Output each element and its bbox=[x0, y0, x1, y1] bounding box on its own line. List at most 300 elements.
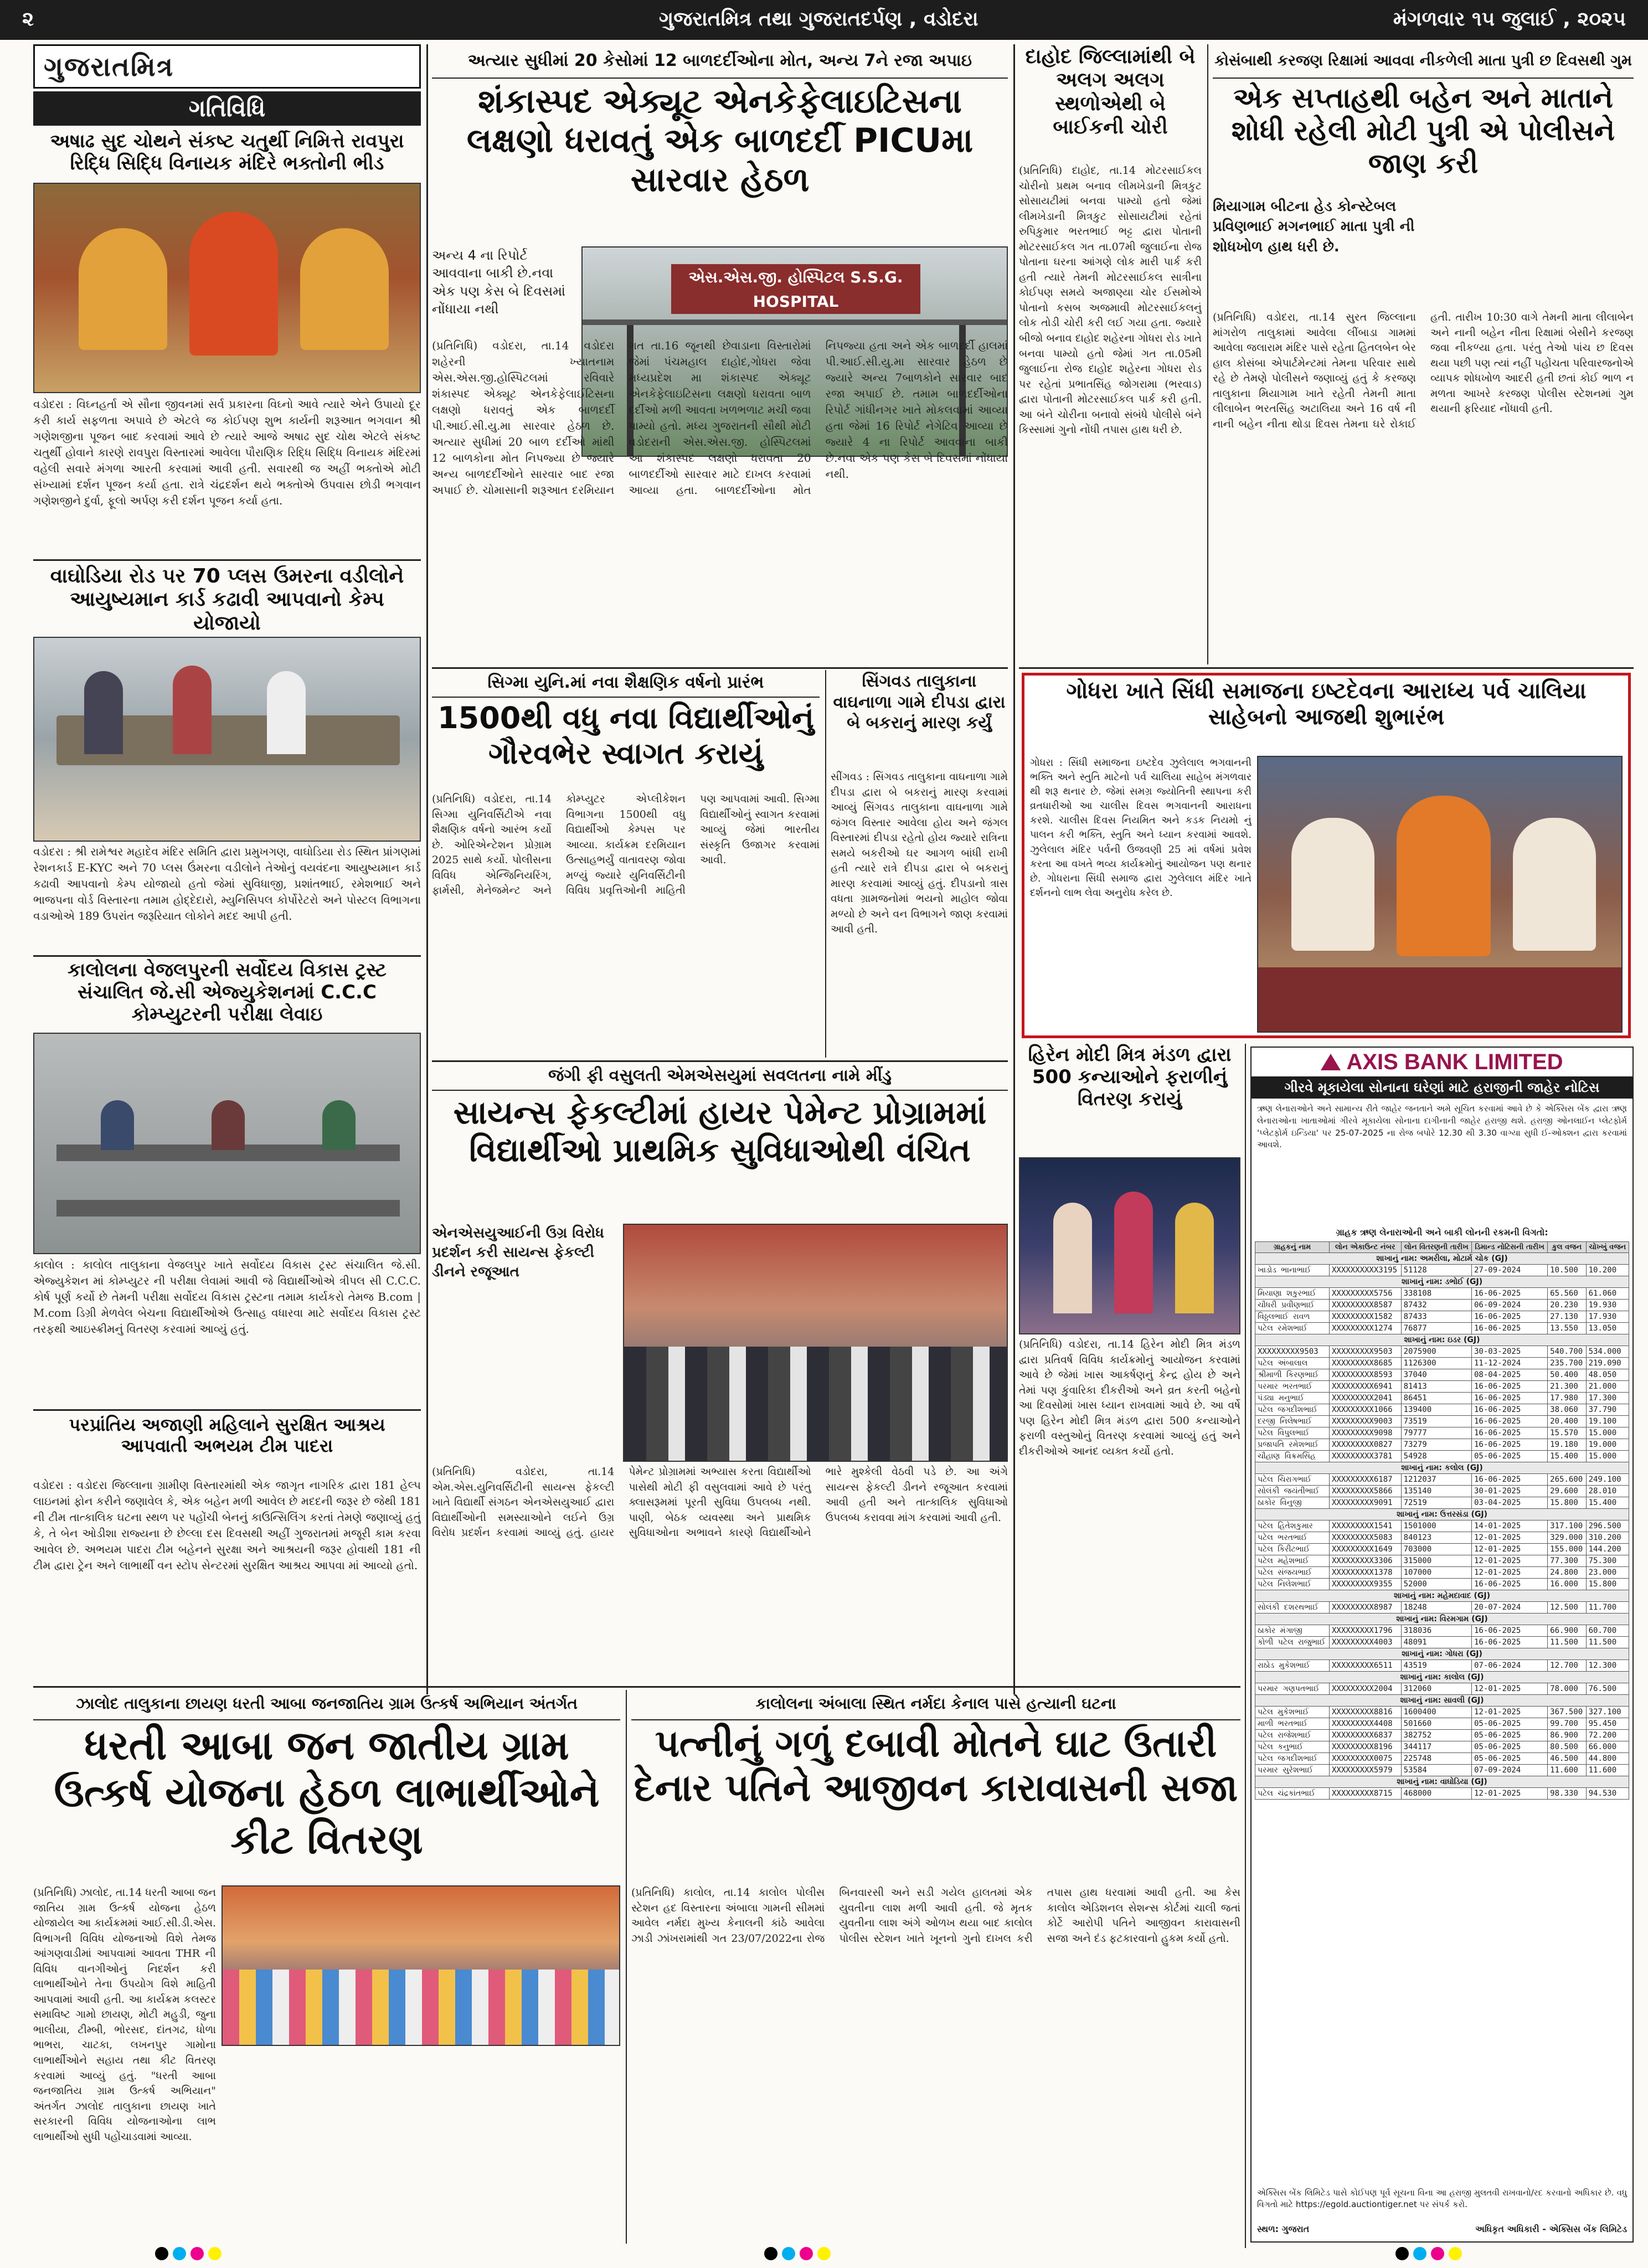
table-row bbox=[1255, 1579, 1629, 1590]
headline: 1500થી વધુ નવા વિદ્યાર્થીઓનું ગૌરવભેર સ્વાગત કરાયું bbox=[437, 700, 814, 771]
table-cell: XXXXXXXXX8685 bbox=[1330, 1358, 1402, 1369]
table-cell: 11.500 bbox=[1586, 1637, 1629, 1648]
table-cell: 05-06-2025 bbox=[1472, 1741, 1548, 1753]
table-cell: 15.800 bbox=[1586, 1579, 1629, 1590]
table-cell: કોળી પટેલ રાજુભાઈ bbox=[1255, 1637, 1330, 1648]
table-cell: 219.090 bbox=[1586, 1358, 1629, 1369]
table-cell: પ્રજાપતિ રમેશભાઈ bbox=[1255, 1439, 1330, 1451]
table-row bbox=[1255, 1602, 1629, 1614]
table-cell: 12-01-2025 bbox=[1472, 1532, 1548, 1544]
table-cell: 66.000 bbox=[1586, 1741, 1629, 1753]
table-cell: ઠાકોર મંગાજી bbox=[1255, 1625, 1330, 1637]
table-cell: 60.700 bbox=[1586, 1625, 1629, 1637]
headline: કાલોલના વેજલપુરની સર્વોદય વિકાસ ટ્રસ્ટ સંચાલિત જે.સી એજ્યુકેશનમાં C.C.C કોમ્પ્યુટરની પરીક્ષા લેવાઇ bbox=[68, 959, 387, 1026]
branch-row bbox=[1255, 1334, 1629, 1346]
table-cell: ચૌહાણ વિક્રમસિંહ bbox=[1255, 1451, 1330, 1462]
masthead-bar bbox=[0, 0, 1648, 40]
table-cell: XXXXXXXXXX3195 bbox=[1330, 1265, 1402, 1276]
table-cell: XXXXXXXXX3306 bbox=[1330, 1555, 1402, 1567]
story-leopard-body: સીંગવડ : સિંગવડ તાલુકાના વાઘનાળા ગામે દીપડા દ્વારા બે બકરાનું મારણ કરવામાં આવ્યું સિંગવડ તાલુકાના વાઘનાળા ગામે જંગલ વિસ્તાર આવેલા હોય અને જંગલ વિસ્તારમાં દીપડા રહેતો હોય જ્યારે રાત્રિના સમયે બકરીઓ ઘર આગળ બાંધી રાખી હતી ત્યારે રાત્રે દીપડા દ્વારા બે બકરાનું મારણ કરવામાં આવ્યું હતું. દીપડાનો ત્રાસ વધતા ગ્રામજનોમાં ભયનો માહોલ જોવા મળ્યો છે અને વન વિભાગને જાણ કરવામાં આવી હતી. bbox=[831, 771, 1008, 936]
issue-date: મંગળવાર ૧૫ જુલાઈ , ૨૦૨૫ bbox=[1393, 8, 1626, 30]
story-ganesh-body: વડોદરા : વિઘ્નહર્તા એ સૌના જીવનમાં સર્વ પ્રકારના વિઘ્નો આવે ત્યારે એને ઉપાયો દૂર કરી કાર્ય સફળતા અપાવે છે એટલે જ કોઈપણ શુભ કાર્યની શરૂઆત ભગવાન શ્રી ગણેશજીના પૂજન બાદ કરવામાં આવે છે ત્યારે આજે અષાઢ સુદ ચોથ એટલે સંકષ્ટ ચતુર્થી હોવાને કારણે રાવપુરા વિસ્તારમાં આવેલા પૌરાણિક રિદ્ધિ સિદ્ધિ વિનાયક મંદિરમાં વહેલી સવારે મંગળા આરતી કરવામાં આવી હતી. સવારથી જ અહીં ભક્તોએ મોટી સંખ્યામાં દર્શન પૂજન કર્યા હતા. રાત્રે ચંદ્રદર્શન થયે ભક્તોએ ઉપવાસ છોડી ભગવાન ગણેશજીને દુર્વા, ફૂલો અર્પણ કરી દર્શન પૂજન કર્યા હતા. bbox=[33, 398, 421, 507]
table-cell: 13.050 bbox=[1586, 1323, 1629, 1334]
table-cell: 21.000 bbox=[1586, 1381, 1629, 1393]
table-cell: 30-01-2025 bbox=[1472, 1486, 1548, 1497]
table-cell: 28.010 bbox=[1586, 1486, 1629, 1497]
table-cell: પરમાર ગણપતભાઈ bbox=[1255, 1683, 1330, 1695]
table-cell: 77.300 bbox=[1548, 1555, 1586, 1567]
branch-name: શાખાનું નામ: કલોલ (GJ) bbox=[1255, 1462, 1629, 1474]
table-cell: 27-09-2024 bbox=[1472, 1265, 1548, 1276]
table-cell: 17.300 bbox=[1586, 1393, 1629, 1404]
logo-text: ગુજરાતમિત્ર bbox=[44, 51, 174, 83]
table-cell: XXXXXXXXX6511 bbox=[1330, 1660, 1402, 1672]
table-cell: 78.000 bbox=[1548, 1683, 1586, 1695]
table-row bbox=[1255, 1730, 1629, 1741]
branch-row bbox=[1255, 1672, 1629, 1683]
table-cell: પટેલ રમેશભાઈ bbox=[1255, 1323, 1330, 1334]
table-cell: દરજી નિલેષભાઈ bbox=[1255, 1416, 1330, 1427]
table-cell: 81413 bbox=[1401, 1381, 1471, 1393]
table-cell: 16.000 bbox=[1548, 1579, 1586, 1590]
axis-ad-table-wrap bbox=[1252, 1239, 1632, 2147]
table-cell: 19.100 bbox=[1586, 1416, 1629, 1427]
table-header: ચોખ્ખું વજન bbox=[1586, 1242, 1629, 1253]
story-bike-theft bbox=[1019, 45, 1202, 162]
table-cell: XXXXXXXXX1274 bbox=[1330, 1323, 1402, 1334]
story-jhulelal-body: ગોધરા : સિંધી સમાજના ઇષ્ટદેવ ઝુલેલાલ ભગવાનની ભક્તિ અને સ્તુતિ માટેનો પર્વ ચાલિયા સાહેબ મંગળવાર થી શરૂ થનાર છે. જેમાં સમગ્ર જ્યોતિની સ્થાપના કરી વ્રતધારીઓ આ ચાલીસ દિવસ ભગવાનની આરાધના કરશે. ચાલીસ દિવસ નિયમિત અને કડક નિયમો નું પાલન કરી ભક્તિ, સ્તુતિ અને ધ્યાન કરવામાં આવશે. ઝુલેલાલ મંદિર પર્વની ઉજવણી 25 માં વર્ષમાં પ્રવેશ કરતા આ વખતે ભવ્ય કાર્યક્રમોનું આયોજન પણ થનાર છે. ગોધરાના સિંધી સમાજ દ્વારા ઝુલેલાલ મંદિર ખાતે દર્શનનો લાભ લેવા અનુરોધ કરેલ છે. bbox=[1030, 757, 1252, 899]
table-cell: 155.000 bbox=[1548, 1544, 1586, 1555]
table-row bbox=[1255, 1765, 1629, 1776]
story-murder-kicker: કાલોલના અંબાલા સ્થિત નર્મદા કેનાલ પાસે હત્યાની ઘટના bbox=[631, 1690, 1240, 1720]
table-cell: 235.700 bbox=[1548, 1358, 1586, 1369]
table-cell: 317.100 bbox=[1548, 1520, 1586, 1532]
story-dharti-kicker: ઝાલોદ તાલુકાના છાયણ ધરતી આબા જનજાતિય ગ્રામ ઉત્કર્ષ અભિયાન અંતર્ગત bbox=[33, 1690, 620, 1720]
table-cell: 48.050 bbox=[1586, 1369, 1629, 1381]
table-cell: 79777 bbox=[1401, 1427, 1471, 1439]
table-cell: 15.000 bbox=[1586, 1451, 1629, 1462]
table-cell: પટેલ મહેશભાઈ bbox=[1255, 1555, 1330, 1567]
table-cell: 11.600 bbox=[1548, 1765, 1586, 1776]
registration-marks-left bbox=[155, 2247, 222, 2260]
temple-photo bbox=[33, 183, 421, 393]
table-row bbox=[1255, 1300, 1629, 1311]
story-missing-body: (પ્રતિનિધિ) વડોદરા, તા.14 સુરત જિલ્લાના માંગરોળ તાલુકામાં આવેલા લીંબાડા ગામમાં આવેલા જલારામ મંદિર પાસે રહેતા હિતલબેન બેર હાલ કોસંબા એપાર્ટમેન્ટમાં તેમના પરિવાર સાથે રહે છે તેમણે પોલીસને જણાવ્યું હતું કે કરજણ તાલુકાના મિયાગામ ખાતે રહેતી તેમની માતા લીલાબેન ભરતસિંહ અટાલિયા અને 16 વર્ષ ની નાની બહેન નીતા થોડા દિવસ તેમના ઘરે રોકાઈ હતી. તારીખ 10:30 વાગે તેમની માતા લીલાબેન અને નાની બહેન નીતા રિક્ષામાં બેસીને કરજણ જવા નીકળ્યા હતા. પરંતુ તેઓ પાંચ છ દિવસ થયા પછી પણ ત્યાં નહીં પહોંચતા પરિવારજનોએ વ્યાપક શોધખોળ આદરી હતી છતાં કોઈ ભાળ ન મળતા આખરે કરજણ પોલીસ સ્ટેશનમાં ગુમ થયાની ફરિયાદ નોંધાવી હતી. bbox=[1213, 311, 1634, 430]
branch-name: શાખાનું નામ: અમરીલા, મોટાર્મ ચોક (GJ) bbox=[1255, 1253, 1629, 1265]
table-cell: 08-04-2025 bbox=[1472, 1369, 1548, 1381]
table-row bbox=[1255, 1358, 1629, 1369]
table-row bbox=[1255, 1718, 1629, 1730]
table-cell: XXXXXXXXX0075 bbox=[1330, 1753, 1402, 1765]
table-cell: 13.550 bbox=[1548, 1323, 1586, 1334]
table-cell: 72519 bbox=[1401, 1497, 1471, 1509]
section-label: ગતિવિધિ bbox=[33, 91, 421, 126]
table-cell: 19.000 bbox=[1586, 1439, 1629, 1451]
table-cell: 99.700 bbox=[1548, 1718, 1586, 1730]
table-cell: XXXXXXXXX9091 bbox=[1330, 1497, 1402, 1509]
table-header: ડિમાન્ડ નોટિસની તારીખ bbox=[1472, 1242, 1548, 1253]
table-cell: 16-06-2025 bbox=[1472, 1393, 1548, 1404]
table-cell: વિઠ્ઠલભાઈ રાવળ bbox=[1255, 1311, 1330, 1323]
table-cell: 16-06-2025 bbox=[1472, 1381, 1548, 1393]
table-cell: 296.500 bbox=[1586, 1520, 1629, 1532]
table-cell: સોલંકી દશરથભાઈ bbox=[1255, 1602, 1330, 1614]
table-cell: 16-06-2025 bbox=[1472, 1288, 1548, 1300]
branch-name: શાખાનું નામ: ગોધરા (GJ) bbox=[1255, 1648, 1629, 1660]
headline: ગોધરા ખાતે સિંધી સમાજના ઇષ્ટદેવના આરાધ્ય પર્વ ચાલિયા સાહેબનો આજથી શુભારંભ bbox=[1066, 678, 1587, 730]
table-row bbox=[1255, 1544, 1629, 1555]
table-cell: 12-01-2025 bbox=[1472, 1544, 1548, 1555]
hospital-sign: એસ.એસ.જી. હોસ્પિટલ S.S.G. HOSPITAL bbox=[671, 264, 920, 314]
table-cell: XXXXXXXXX4003 bbox=[1330, 1637, 1402, 1648]
story-science-subhead: એનએસયુઆઈની ઉગ્ર વિરોધ પ્રદર્શન કરી સાયન્સ ફેકલ્ટી ડીનને રજૂઆત bbox=[432, 1225, 604, 1281]
table-cell: 05-06-2025 bbox=[1472, 1753, 1548, 1765]
table-cell: XXXXXXXXX8715 bbox=[1330, 1788, 1402, 1800]
table-cell: 16-06-2025 bbox=[1472, 1625, 1548, 1637]
table-cell: 29.600 bbox=[1548, 1486, 1586, 1497]
table-cell: પટેલ વિપુલભાઈ bbox=[1255, 1427, 1330, 1439]
table-cell: 07-06-2024 bbox=[1472, 1660, 1548, 1672]
table-cell: 07-09-2024 bbox=[1472, 1765, 1548, 1776]
table-cell: 76.500 bbox=[1586, 1683, 1629, 1695]
headline: શંકાસ્પદ એક્યૂટ એનકેફેલાઇટિસના લક્ષણો ધરાવતું એક બાળદર્દી PICUમા સારવાર હેઠળ bbox=[466, 82, 974, 199]
table-cell: 12-01-2025 bbox=[1472, 1788, 1548, 1800]
axis-ad-footer: એક્સિસ બેંક લિમિટેડ પાસે કોઈપણ પૂર્વ સૂચના વિના આ હરાજી મુલતવી રાખવાનો/રદ કરવાનો અધિકાર છે. વધુ વિગતો માટે https://egold.auctiontiger.net પર સંપર્ક કરો. bbox=[1257, 2188, 1627, 2209]
table-cell: 12-01-2025 bbox=[1472, 1683, 1548, 1695]
axis-ad-signature: અધિકૃત અધિકારી - એક્સિસ બેંક લિમિટેડ bbox=[1475, 2224, 1627, 2234]
table-cell: પટેલ ચિરાગભાઈ bbox=[1255, 1474, 1330, 1486]
table-cell: 12-01-2025 bbox=[1472, 1555, 1548, 1567]
table-cell: પટેલ જગદીશભાઈ bbox=[1255, 1404, 1330, 1416]
paper-title: ગુજરાતમિત્ર તથા ગુજરાતદર્પણ , વડોદરા bbox=[659, 8, 978, 30]
table-cell: 11.600 bbox=[1586, 1765, 1629, 1776]
table-row bbox=[1255, 1416, 1629, 1427]
table-cell: XXXXXXXXX2041 bbox=[1330, 1393, 1402, 1404]
table-cell: XXXXXXXXX5083 bbox=[1330, 1532, 1402, 1544]
story-bike-body: (પ્રતિનિધિ) દાહોદ, તા.14 મોટરસાઈકલ ચોરીનો પ્રથમ બનાવ લીમખેડાની મિત્રકુટ સોસાયટીમાં બનવા પામ્યો હતો જેમાં લીમખેડાની મિત્રકુટ સોસાયટીમાં રહેતાં રુપિકુમાર ભરતભાઈ ભટ્ટ દ્વારા પોતાની મોટરસાઈકલ ગત તા.07મી જુલાઈના રોજ પોતાના ઘરના આંગણે લોક મારી પાર્ક કરી હતી ત્યારે તેમની મોટરસાઈકલ સાત્રીના કોઈપણ સમયે અજાણ્યા ચોર ઈસમોએ પોતાનો કસબ અજમાવી મોટરસાઈકલનું લોક તોડી ચોરી કરી લઈ ગયા હતા. જ્યારે બીજો બનાવ દાહોદ શહેરના ગોધરા રોડ ખાતે બનવા પામ્યો હતો જેમાં ગત તા.05મી જુલાઈના રોજ દાહોદ શહેરના ગોધરા રોડ પર રહેતાં પ્રભાતસિંહ જોગરામા (ભરવાડ) દ્વારા પોતાની મોટરસાઈકલ પાર્ક કરી હતી. આ બંને ચોરીના બનાવો સંબંધે પોલીસે બંને કિસ્સામાં ગુનો નોંધી તપાસ હાથ ધરી છે. bbox=[1019, 164, 1202, 436]
branch-row bbox=[1255, 1614, 1629, 1625]
table-cell: XXXXXXXXX8196 bbox=[1330, 1741, 1402, 1753]
table-cell: ખાડોડ ભાનાભાઈ bbox=[1255, 1265, 1330, 1276]
table-cell: 48091 bbox=[1401, 1637, 1471, 1648]
table-row bbox=[1255, 1660, 1629, 1672]
table-cell: XXXXXXXXX9098 bbox=[1330, 1427, 1402, 1439]
table-cell: 37040 bbox=[1401, 1369, 1471, 1381]
branch-row bbox=[1255, 1648, 1629, 1660]
table-row bbox=[1255, 1520, 1629, 1532]
table-row bbox=[1255, 1637, 1629, 1648]
table-row bbox=[1255, 1288, 1629, 1300]
branch-name: શાખાનું નામ: કાલોલ (GJ) bbox=[1255, 1672, 1629, 1683]
table-row bbox=[1255, 1625, 1629, 1637]
kit-distribution-photo bbox=[222, 1885, 620, 2046]
table-cell: 21.300 bbox=[1548, 1381, 1586, 1393]
table-cell: 23.000 bbox=[1586, 1567, 1629, 1579]
table-cell: 382752 bbox=[1401, 1730, 1471, 1741]
table-cell: XXXXXXXXX8587 bbox=[1330, 1300, 1402, 1311]
table-cell: ચૌધરી પ્રવીણભાઈ bbox=[1255, 1300, 1330, 1311]
table-cell: 20.230 bbox=[1548, 1300, 1586, 1311]
table-cell: 46.500 bbox=[1548, 1753, 1586, 1765]
headline: પત્નીનું ગળું દબાવી મોતને ઘાટ ઉતારી દેનાર પતિને આજીવન કારાવાસની સજા bbox=[634, 1722, 1238, 1811]
story-chandipura-kicker: અત્યાર સુધીમાં 20 કેસોમાં 12 બાળદર્દીઓના મોત, અન્ય 7ને રજા અપાઇ bbox=[432, 45, 1008, 79]
branch-name: શાખાનું નામ: વાઘોડિયા (GJ) bbox=[1255, 1776, 1629, 1788]
table-cell: 249.100 bbox=[1586, 1474, 1629, 1486]
table-cell: 18248 bbox=[1401, 1602, 1471, 1614]
story-ayushman bbox=[33, 565, 421, 637]
table-cell: XXXXXXXXX2004 bbox=[1330, 1683, 1402, 1695]
table-cell: 19.180 bbox=[1548, 1439, 1586, 1451]
table-cell: 05-06-2025 bbox=[1472, 1730, 1548, 1741]
table-cell: 17.930 bbox=[1586, 1311, 1629, 1323]
table-header: લોન વિતરણની તારીખ bbox=[1401, 1242, 1471, 1253]
table-row bbox=[1255, 1265, 1629, 1276]
table-cell: XXXXXXXXX9003 bbox=[1330, 1416, 1402, 1427]
table-cell: 12.500 bbox=[1548, 1602, 1586, 1614]
table-cell: 144.200 bbox=[1586, 1544, 1629, 1555]
exam-photo bbox=[33, 1033, 421, 1254]
table-cell: 87433 bbox=[1401, 1311, 1471, 1323]
table-cell: 38.060 bbox=[1548, 1404, 1586, 1416]
table-cell: પરમાર સુરેશભાઈ bbox=[1255, 1765, 1330, 1776]
story-dharti bbox=[33, 1722, 620, 1883]
table-cell: 840123 bbox=[1401, 1532, 1471, 1544]
table-row bbox=[1255, 1427, 1629, 1439]
headline: હિરેન મોદી મિત્ર મંડળ દ્વારા 500 કન્યાઓને ફરાળીનું વિતરણ કરાયું bbox=[1028, 1044, 1232, 1111]
story-sigma-body: (પ્રતિનિધિ) વડોદરા, તા.14 સિગ્મા યુનિવર્સિટીએ નવા શૈક્ષણિક વર્ષનો આરંભ કર્યો છે. ઓરિએન્ટેશન પ્રોગ્રામ 2025 સાથે કર્યો. પોલીસના વિવિધ એન્જિનિયરિંગ, ફાર્મસી, મેનેજમેન્ટ અને કોમ્પ્યુટર એપ્લીકેશન વિભાગના 1500થી વધુ વિદ્યાર્થીઓ કેમ્પસ પર આવ્યા. કાર્યક્રમ દરમિયાન ઉત્સાહભર્યું વાતાવરણ જોવા મળ્યું જ્યારે યુનિવર્સિટીની વિવિધ પ્રવૃત્તિઓની માહિતી પણ આપવામાં આવી. સિગ્મા વિદ્યાર્થીઓનું સ્વાગત કરવામાં આવ્યું જેમાં ભારતીય સંસ્કૃતિ ઉજાગર કરવામાં આવી. bbox=[432, 793, 820, 897]
story-ccc-body: કાલોલ : કાલોલ તાલુકાના વેજલપુર ખાતે સર્વોદય વિકાસ ટ્રસ્ટ સંચાલિત જે.સી. એજ્યુકેશન માં કોમ્પ્યુટર ની પરીક્ષા લેવામાં આવી જે વિદ્યાર્થીઓએ ત્રીપલ સી C.C.C. કોર્ષ પૂર્ણ કર્યો છે તેમની પરીક્ષા સર્વોદય વિકાસ ટ્રસ્ટના તમામ કાર્યકરો તેમજ B.com | M.com ડિગ્રી મેળવેલ બેચના વિદ્યાર્થીઓએ ઉત્સાહ વધારવા માટે સર્વોદય વિકાસ ટ્રસ્ટ તરફથી આઇસ્ક્રીમનું વિતરણ કરવામાં આવ્યું હતું. bbox=[33, 1258, 421, 1336]
story-chandipura-body: (પ્રતિનિધિ) વડોદરા, તા.14 વડોદરા શહેરની ખ્યાતનામ એસ.એસ.જી.હોસ્પિટલમાં રવિવારે શંકાસ્પદ એક્યૂટ એનકેફેલાઈટિસના લક્ષણો ધરાવતું એક બાળદર્દી પી.આઈ.સી.યુ.મા સારવાર હેઠળ છે. અત્યાર સુધીમાં 20 બાળ દર્દીઓ માંથી 12 બાળકોના મોત નિપજ્યા છે જ્યારે અન્ય બાળદર્દીઓને સારવાર બાદ રજા અપાઈ છે. ચોમાસાની શરૂઆત દરમિયાન ગત તા.16 જૂનથી છેવાડાના વિસ્તારોમાં જેમાં પંચમહાલ દાહોદ,ગોધરા જેવા મધ્યપ્રદેશ મા શંકાસ્પદ એક્યૂટ એનકેફેલાઇટિસના લક્ષણો ધરાવતા બાળ દર્દીઓ મળી આવતા ખળભળાટ મચી જવા પામ્યો હતો. મધ્ય ગુજરાતની સૌથી મોટી વડોદરાની એસ.એસ.જી. હોસ્પિટલમાં આ શંકાસ્પદ લક્ષણો ધરાવતા 20 બાળદર્દીઓ સારવાર માટે દાખલ કરવામાં આવ્યા હતા. બાળદર્દીઓના મોત નિપજ્યા હતા અને એક બાળદર્દી હાલમાં પી.આઈ.સી.યુ.મા સારવાર હેઠળ છે જ્યારે અન્ય 7બાળકોને સારવાર બાદ રજા અપાઈ છે. તમામ બાળદર્દીઓના રિપોર્ટ ગાંધીનગર ખાતે મોકલવામાં આવ્યા હતા જેમાં 16 રિપોર્ટ નેગેટિવ આવ્યા છે જ્યારે 4 ના રિપોર્ટ આવવાના બાકી છે.નવા એક પણ કેસ બે દિવસમાં નોંધાયા નથી. bbox=[432, 339, 1008, 497]
table-row bbox=[1255, 1451, 1629, 1462]
table-cell: પટેલ કનુભાઈ bbox=[1255, 1741, 1330, 1753]
table-cell: 12-01-2025 bbox=[1472, 1567, 1548, 1579]
table-cell: 265.600 bbox=[1548, 1474, 1586, 1486]
table-cell: XXXXXXXXX0827 bbox=[1330, 1439, 1402, 1451]
table-cell: XXXXXXXXX9355 bbox=[1330, 1579, 1402, 1590]
table-cell: 06-09-2024 bbox=[1472, 1300, 1548, 1311]
table-cell: 30-03-2025 bbox=[1472, 1346, 1548, 1358]
table-cell: 344117 bbox=[1401, 1741, 1471, 1753]
story-hiren-body: (પ્રતિનિધિ) વડોદરા, તા.14 હિરેન મોદી મિત્ર મંડળ દ્વારા પ્રતિવર્ષ વિવિધ કાર્યક્રમોનું આયોજન કરવામાં આવે છે જેમાં ખાસ આકર્ષણનું કેન્દ્ર હોય છે અને તેમાં પણ કુંવારિકા દીકરીઓ અને વ્રત કરતી બહેનો આ દિવસોમાં ખાસ ધ્યાન રાખવામાં આવે છે. આ વર્ષે પણ હિરેન મોદી મિત્ર મંડળ દ્વારા 500 કન્યાઓને ફરાળી વસ્તુઓનું વિતરણ કરવામાં આવ્યું હતું અને દીકરીઓએ આનંદ વ્યક્ત કર્યો હતો. bbox=[1019, 1338, 1240, 1457]
table-cell: પટેલ નિલેશભાઈ bbox=[1255, 1579, 1330, 1590]
table-cell: 14-01-2025 bbox=[1472, 1520, 1548, 1532]
table-cell: 2075900 bbox=[1401, 1346, 1471, 1358]
table-cell: 16-06-2025 bbox=[1472, 1474, 1548, 1486]
story-missing-subhead: મિયાગામ બીટના હેડ કોન્સ્ટેબલ પ્રવિણભાઈ મગનભાઈ માતા પુત્રી ની શોધખોળ હાથ ધરી છે. bbox=[1213, 198, 1415, 255]
story-ayushman-body: વડોદરા : શ્રી રામેશ્વર મહાદેવ મંદિર સમિતિ દ્વારા પ્રમુખગણ, વાઘોડિયા રોડ સ્થિત પ્રાંગણમાં રેશનકાર્ડ E-KYC અને 70 પ્લસ ઉંમરના વડીલોને તેઓનું વયવંદના આયુષ્યમાન કાર્ડ કઢાવી આપવાનો કેમ્પ યોજાયો હતો જેમાં સુવિધાજી, પ્રશાંતભાઈ, રમેશભાઈ અને ભાજપના વોર્ડ વિસ્તારના તમામ હોદ્દેદારો, મ્યુનિસિપલ કોર્પોરેટરો અને પોસ્ટલ વિભાગના વડાઓએ 189 ઉપરાંત જરૂરિયાત લોકોને મદદ આપી હતી. bbox=[33, 845, 421, 922]
table-cell: 135140 bbox=[1401, 1486, 1471, 1497]
table-row bbox=[1255, 1532, 1629, 1544]
story-jhulelal bbox=[1030, 678, 1623, 753]
table-cell: પંડ્યા મનુભાઈ bbox=[1255, 1393, 1330, 1404]
table-row bbox=[1255, 1381, 1629, 1393]
table-row bbox=[1255, 1486, 1629, 1497]
story-science-kicker: જંગી ફી વસુલતી એમએસયુમાં સવલતના નામે મીંડુ bbox=[432, 1063, 1008, 1091]
table-cell: XXXXXXXXX1066 bbox=[1330, 1404, 1402, 1416]
table-cell: XXXXXXXXX8816 bbox=[1330, 1707, 1402, 1718]
table-cell: XXXXXXXXX6941 bbox=[1330, 1381, 1402, 1393]
table-cell: XXXXXXXXX1649 bbox=[1330, 1544, 1402, 1555]
table-cell: 24.800 bbox=[1548, 1567, 1586, 1579]
registration-marks-right bbox=[1395, 2247, 1462, 2260]
table-row bbox=[1255, 1788, 1629, 1800]
branch-row bbox=[1255, 1276, 1629, 1288]
table-row bbox=[1255, 1474, 1629, 1486]
table-cell: 12-01-2025 bbox=[1472, 1707, 1548, 1718]
newspaper-logo bbox=[33, 44, 421, 89]
table-cell: 65.560 bbox=[1548, 1288, 1586, 1300]
table-cell: 98.330 bbox=[1548, 1788, 1586, 1800]
branch-name: શાખાનું નામ: મહેમદાવાદ (GJ) bbox=[1255, 1590, 1629, 1602]
table-row bbox=[1255, 1439, 1629, 1451]
table-cell: 51128 bbox=[1401, 1265, 1471, 1276]
table-cell: 329.000 bbox=[1548, 1532, 1586, 1544]
table-cell: 367.500 bbox=[1548, 1707, 1586, 1718]
table-row bbox=[1255, 1555, 1629, 1567]
table-cell: 1600400 bbox=[1401, 1707, 1471, 1718]
story-abhayam-body: વડોદરા : વડોદરા જિલ્લાના ગ્રામીણ વિસ્તારમાંથી એક જાગૃત નાગરિક દ્વારા 181 હેલ્પ લાઇનમાં ફોન કરીને જણાવેલ કે, એક બહેન મળી આવેલ છે મદદની જરૂર છે જેથી 181 ની ટીમ તાત્કાલિક ઘટના સ્થળ પર પહોંચી બેનનું કાઉન્સિલિંગ કરતાં તેમણે જણાવ્યું હતું કે, તે બેન ઓડીશા રાજ્યના છે છેલ્લા દસ દિવસથી અહીં ગુજરાતમાં મજૂરી કામ કરવા આવેલ છે. અભયમ પાદરા ટીમ બહેનને સુરક્ષા અને આશ્રયની જરૂર હોવાથી 181 ની ટીમ દ્વારા ટ્રેન અને લાભાર્થી વન સ્ટોપ સેન્ટરમાં સુરક્ષિત આશ્રય આપવા માં આવ્યો હતો. bbox=[33, 1478, 421, 1572]
branch-name: શાખાનું નામ: ડભોઈ (GJ) bbox=[1255, 1276, 1629, 1288]
table-cell: 94.530 bbox=[1586, 1788, 1629, 1800]
table-cell: 15.570 bbox=[1548, 1427, 1586, 1439]
table-cell: XXXXXXXXX8987 bbox=[1330, 1602, 1402, 1614]
story-missing-kicker: કોસંબાથી કરજણ રિક્ષામાં આવવા નીકળેલી માતા પુત્રી છ દિવસથી ગુમ bbox=[1213, 45, 1634, 79]
page-number: ૨ bbox=[22, 8, 34, 30]
table-row bbox=[1255, 1683, 1629, 1695]
table-cell: XXXXXXXXX8593 bbox=[1330, 1369, 1402, 1381]
table-cell: 16-06-2025 bbox=[1472, 1323, 1548, 1334]
table-cell: 52000 bbox=[1401, 1579, 1471, 1590]
axis-logo-icon bbox=[1321, 1054, 1341, 1070]
table-cell: 20.400 bbox=[1548, 1416, 1586, 1427]
table-cell: પરમાર ભરતભાઈ bbox=[1255, 1381, 1330, 1393]
table-cell: 16-06-2025 bbox=[1472, 1311, 1548, 1323]
table-cell: 05-06-2025 bbox=[1472, 1718, 1548, 1730]
table-cell: પટેલ અંબાલાલ bbox=[1255, 1358, 1330, 1369]
table-cell: 15.800 bbox=[1548, 1497, 1586, 1509]
table-row bbox=[1255, 1404, 1629, 1416]
table-cell: પટેલ મુકેશભાઈ bbox=[1255, 1707, 1330, 1718]
table-cell: 318036 bbox=[1401, 1625, 1471, 1637]
table-cell: XXXXXXXXX9503 bbox=[1330, 1346, 1402, 1358]
table-cell: 534.000 bbox=[1586, 1346, 1629, 1358]
table-cell: 15.400 bbox=[1586, 1497, 1629, 1509]
table-cell: 1212037 bbox=[1401, 1474, 1471, 1486]
table-cell: 11.700 bbox=[1586, 1602, 1629, 1614]
branch-row bbox=[1255, 1509, 1629, 1520]
table-row bbox=[1255, 1567, 1629, 1579]
table-cell: રાઠોડ મુકેશભાઈ bbox=[1255, 1660, 1330, 1672]
axis-ad-intro: ઋણ લેનારાઓને અને સામાન્ય રીતે જાહેર જનતાને અમે સૂચિત કરવામાં આવે છે કે એક્સિસ બેંક દ્વારા ઋણ લેનારાઓના ખાતાઓમાં ગીરવે મૂકાયેલા સોનાના દાગીનાની જાહેર હરાજી થશે. હરાજી ઓનલાઈન પ્લેટફોર્મ 'પ્લેટફોર્મ ઇન્ડિયા' પર 25-07-2025 ના રોજ બપોરે 12.30 થી 3.30 વાગ્યા સુધી ઈ-ઓક્શન દ્વારા કરવામાં આવશે. bbox=[1257, 1104, 1627, 1150]
table-cell: XXXXXXXXX6837 bbox=[1330, 1730, 1402, 1741]
table-cell: 53584 bbox=[1401, 1765, 1471, 1776]
table-cell: 11.500 bbox=[1548, 1637, 1586, 1648]
axis-ad-title: ગીરવે મૂકાયેલા સોનાના ઘરેણાં માટે હરાજીની જાહેર નોટિસ bbox=[1252, 1076, 1632, 1099]
table-cell: 16-06-2025 bbox=[1472, 1404, 1548, 1416]
story-leopard: સિંગવડ તાલુકાના વાઘનાળા ગામે દીપડા દ્વારા બે બકરાનું મારણ કર્યું bbox=[833, 672, 1006, 733]
table-cell: 11-12-2024 bbox=[1472, 1358, 1548, 1369]
axis-bank-brand: AXIS BANK LIMITED bbox=[1252, 1048, 1632, 1076]
table-cell: 315000 bbox=[1401, 1555, 1471, 1567]
headline: વાઘોડિયા રોડ પર 70 પ્લસ ઉંમરના વડીલોને આયુષ્યમાન કાર્ડ કઢાવી આપવાનો કેમ્પ યોજાયો bbox=[50, 565, 404, 635]
branch-name: શાખાનું નામ: સાવલી (GJ) bbox=[1255, 1695, 1629, 1707]
table-cell: 05-06-2025 bbox=[1472, 1451, 1548, 1462]
table-header: કુલ વજન bbox=[1548, 1242, 1586, 1253]
table-cell: XXXXXXXXX1796 bbox=[1330, 1625, 1402, 1637]
table-cell: 139400 bbox=[1401, 1404, 1471, 1416]
table-cell: ઠાકોર વિનુજી bbox=[1255, 1497, 1330, 1509]
branch-row bbox=[1255, 1776, 1629, 1788]
table-cell: સોલંકી જયંતીભાઈ bbox=[1255, 1486, 1330, 1497]
table-cell: 43519 bbox=[1401, 1660, 1471, 1672]
table-row bbox=[1255, 1346, 1629, 1358]
story-ccc bbox=[33, 959, 421, 1031]
axis-table-title: ગ્રાહક ઋણ લેનારાઓની અને બાકી લોનની રકમની વિગતો: bbox=[1336, 1227, 1548, 1238]
table-header: ગ્રાહકનું નામ bbox=[1255, 1242, 1330, 1253]
table-cell: 1501000 bbox=[1401, 1520, 1471, 1532]
table-header: લોન એકાઉન્ટ નંબર bbox=[1330, 1242, 1402, 1253]
table-cell: 12.300 bbox=[1586, 1660, 1629, 1672]
table-cell: XXXXXXXXX1582 bbox=[1330, 1311, 1402, 1323]
table-cell: 86451 bbox=[1401, 1393, 1471, 1404]
table-row bbox=[1255, 1369, 1629, 1381]
story-chandipura bbox=[432, 82, 1008, 243]
table-cell: 03-04-2025 bbox=[1472, 1497, 1548, 1509]
axis-ad-place: સ્થળ: ગુજરાત bbox=[1257, 2224, 1310, 2234]
table-cell: 72.200 bbox=[1586, 1730, 1629, 1741]
table-cell: 61.060 bbox=[1586, 1288, 1629, 1300]
table-cell: 310.200 bbox=[1586, 1532, 1629, 1544]
table-cell: માળી ભરતભાઈ bbox=[1255, 1718, 1330, 1730]
story-chandipura-subhead: અન્ય 4 ના રિપોર્ટ આવવાના બાકી છે.નવા એક પણ કેસ બે દિવસમાં નોંધાયા નથી bbox=[432, 248, 565, 317]
table-cell: XXXXXXXXX3781 bbox=[1330, 1451, 1402, 1462]
table-cell: 75.300 bbox=[1586, 1555, 1629, 1567]
table-cell: 20-07-2024 bbox=[1472, 1602, 1548, 1614]
headline: પરપ્રાંતિય અજાણી મહિલાને સુરક્ષિત આશ્રય આપવાતી અભયમ ટીમ પાદરા bbox=[69, 1415, 385, 1456]
table-row bbox=[1255, 1323, 1629, 1334]
table-cell: XXXXXXXXX6187 bbox=[1330, 1474, 1402, 1486]
table-cell: પટેલ રાજેશભાઈ bbox=[1255, 1730, 1330, 1741]
headline: દાહોદ જિલ્લામાંથી બે અલગ અલગ સ્થળોએથી બે બાઈકની ચોરી bbox=[1025, 45, 1196, 139]
table-cell: મિયાણા શકુરભાઈ bbox=[1255, 1288, 1330, 1300]
table-cell: 16-06-2025 bbox=[1472, 1579, 1548, 1590]
branch-row bbox=[1255, 1253, 1629, 1265]
headline: એક સપ્તાહથી બહેન અને માતાને શોધી રહેલી મોટી પુત્રી એ પોલીસને જાણ કરી bbox=[1231, 82, 1615, 179]
story-murder bbox=[631, 1722, 1240, 1883]
table-cell: XXXXXXXXX9503 bbox=[1255, 1346, 1330, 1358]
table-row bbox=[1255, 1393, 1629, 1404]
table-cell: XXXXXXXXX1378 bbox=[1330, 1567, 1402, 1579]
branch-row bbox=[1255, 1695, 1629, 1707]
table-cell: 225748 bbox=[1401, 1753, 1471, 1765]
table-cell: 86.900 bbox=[1548, 1730, 1586, 1741]
story-murder-body: (પ્રતિનિધિ) કાલોલ, તા.14 કાલોલ પોલીસ સ્ટેશન હદ વિસ્તારના અંબાલા ગામની સીમમાં આવેલ નર્મદા મુખ્ય કેનાલની કાંઠે આવેલા ઝાડી ઝાંખરામાંથી ગત 23/07/2022ના રોજ બિનવારસી અને સડી ગયેલ હાલતમાં એક યુવતીના લાશ મળી આવી હતી. જે મૃતક યુવતીના લાશ અંગે ઓળખ થયા બાદ કાલોલ પોલીસ સ્ટેશન ખાતે ખૂનનો ગુનો દાખલ કરી તપાસ હાથ ધરવામાં આવી હતી. આ કેસ કાલોલ એડિશનલ સેશન્સ કોર્ટમાં ચાલી જતાં કોર્ટે આરોપી પતિને આજીવન કારાવાસની સજા અને દંડ ફટકારવાનો હુકમ કર્યો હતો. bbox=[631, 1886, 1240, 1945]
table-cell: 327.100 bbox=[1586, 1707, 1629, 1718]
table-cell: પટેલ કિરીટભાઈ bbox=[1255, 1544, 1330, 1555]
table-cell: 17.980 bbox=[1548, 1393, 1586, 1404]
table-cell: 73519 bbox=[1401, 1416, 1471, 1427]
axis-auction-table bbox=[1255, 1241, 1629, 1800]
table-row bbox=[1255, 1311, 1629, 1323]
table-row bbox=[1255, 1753, 1629, 1765]
story-sigma bbox=[432, 700, 820, 789]
table-cell: 16-06-2025 bbox=[1472, 1427, 1548, 1439]
table-cell: 66.900 bbox=[1548, 1625, 1586, 1637]
table-cell: 80.500 bbox=[1548, 1741, 1586, 1753]
axis-bank-ad bbox=[1250, 1047, 1634, 2243]
distribution-photo bbox=[1019, 1157, 1240, 1334]
branch-row bbox=[1255, 1590, 1629, 1602]
